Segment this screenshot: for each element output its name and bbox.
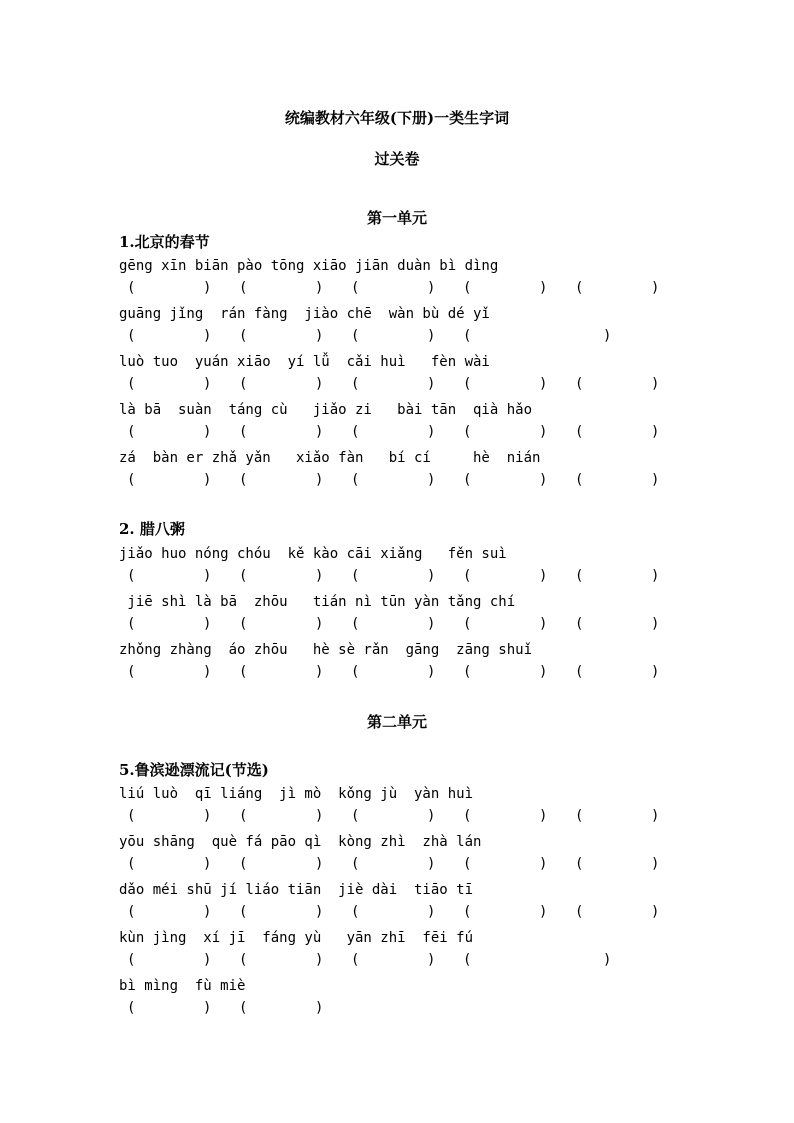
close-paren: ) <box>203 808 212 824</box>
close-paren: ) <box>539 856 548 872</box>
close-paren: ) <box>315 376 324 392</box>
pinyin-row: kùn jìng xí jī fáng yù yān zhī fēi fú <box>119 930 474 946</box>
unit-heading: 第一单元 <box>366 209 427 227</box>
pinyin-row: zhǒng zhàng áo zhōu hè sè rǎn gāng zāng shuǐ <box>119 642 533 658</box>
lesson-title: 5.鲁滨逊漂流记(节选) <box>119 761 269 779</box>
open-paren: ( <box>575 424 584 440</box>
open-paren: ( <box>575 568 584 584</box>
open-paren: ( <box>351 904 360 920</box>
open-paren: ( <box>239 856 248 872</box>
close-paren: ) <box>539 616 548 632</box>
close-paren: ) <box>203 568 212 584</box>
open-paren: ( <box>239 664 248 680</box>
open-paren: ( <box>463 328 472 344</box>
close-paren: ) <box>315 328 324 344</box>
answer-blank-row <box>0 614 794 634</box>
open-paren: ( <box>127 472 136 488</box>
pinyin-row: luò tuo yuán xiāo yí lǚ cǎi huì fèn wài <box>119 354 490 370</box>
open-paren: ( <box>239 424 248 440</box>
close-paren: ) <box>651 856 660 872</box>
pinyin-row: là bā suàn táng cù jiǎo zi bài tān qià hǎo <box>119 402 533 418</box>
close-paren: ) <box>651 376 660 392</box>
answer-blank-row <box>0 278 794 298</box>
close-paren: ) <box>539 904 548 920</box>
close-paren: ) <box>603 328 612 344</box>
answer-blank-row <box>0 902 794 922</box>
page-title: 统编教材六年级(下册)一类生字词 <box>284 109 510 127</box>
close-paren: ) <box>315 808 324 824</box>
open-paren: ( <box>239 376 248 392</box>
close-paren: ) <box>651 808 660 824</box>
pinyin-row: jiē shì là bā zhōu tián nì tūn yàn tǎng chí <box>119 594 516 610</box>
close-paren: ) <box>203 376 212 392</box>
answer-blank-row <box>0 854 794 874</box>
close-paren: ) <box>539 376 548 392</box>
close-paren: ) <box>539 664 548 680</box>
close-paren: ) <box>203 328 212 344</box>
close-paren: ) <box>651 568 660 584</box>
pinyin-row: yōu shāng què fá pāo qì kòng zhì zhà lán <box>119 834 482 850</box>
open-paren: ( <box>239 808 248 824</box>
open-paren: ( <box>127 616 136 632</box>
close-paren: ) <box>203 472 212 488</box>
close-paren: ) <box>651 616 660 632</box>
open-paren: ( <box>351 472 360 488</box>
close-paren: ) <box>203 664 212 680</box>
pinyin-row: jiǎo huo nóng chóu kě kào cāi xiǎng fěn suì <box>119 546 507 562</box>
close-paren: ) <box>651 904 660 920</box>
page-subtitle: 过关卷 <box>374 150 420 168</box>
pinyin-row: bì mìng fù miè <box>119 978 246 994</box>
close-paren: ) <box>651 664 660 680</box>
open-paren: ( <box>463 856 472 872</box>
open-paren: ( <box>239 904 248 920</box>
close-paren: ) <box>315 904 324 920</box>
open-paren: ( <box>239 328 248 344</box>
open-paren: ( <box>575 280 584 296</box>
close-paren: ) <box>315 856 324 872</box>
close-paren: ) <box>203 424 212 440</box>
close-paren: ) <box>427 568 436 584</box>
open-paren: ( <box>239 952 248 968</box>
close-paren: ) <box>427 904 436 920</box>
lesson-title: 2. 腊八粥 <box>119 520 185 538</box>
open-paren: ( <box>463 568 472 584</box>
close-paren: ) <box>427 616 436 632</box>
close-paren: ) <box>427 952 436 968</box>
close-paren: ) <box>203 904 212 920</box>
open-paren: ( <box>239 568 248 584</box>
open-paren: ( <box>463 952 472 968</box>
close-paren: ) <box>427 424 436 440</box>
open-paren: ( <box>575 472 584 488</box>
close-paren: ) <box>203 856 212 872</box>
open-paren: ( <box>463 472 472 488</box>
open-paren: ( <box>351 856 360 872</box>
answer-blank-row <box>0 422 794 442</box>
close-paren: ) <box>203 1000 212 1016</box>
open-paren: ( <box>127 664 136 680</box>
open-paren: ( <box>127 904 136 920</box>
answer-blank-row <box>0 374 794 394</box>
open-paren: ( <box>127 568 136 584</box>
open-paren: ( <box>127 376 136 392</box>
answer-blank-row <box>0 662 794 682</box>
open-paren: ( <box>127 280 136 296</box>
open-paren: ( <box>575 808 584 824</box>
close-paren: ) <box>315 1000 324 1016</box>
close-paren: ) <box>651 280 660 296</box>
open-paren: ( <box>463 904 472 920</box>
open-paren: ( <box>127 328 136 344</box>
open-paren: ( <box>351 280 360 296</box>
close-paren: ) <box>539 280 548 296</box>
close-paren: ) <box>427 808 436 824</box>
open-paren: ( <box>575 856 584 872</box>
open-paren: ( <box>463 664 472 680</box>
open-paren: ( <box>463 376 472 392</box>
close-paren: ) <box>539 808 548 824</box>
pinyin-row: dǎo méi shū jí liáo tiān jiè dài tiāo tī <box>119 882 474 898</box>
close-paren: ) <box>427 472 436 488</box>
open-paren: ( <box>127 856 136 872</box>
answer-blank-row <box>0 806 794 826</box>
close-paren: ) <box>651 472 660 488</box>
open-paren: ( <box>463 280 472 296</box>
open-paren: ( <box>239 280 248 296</box>
open-paren: ( <box>127 424 136 440</box>
open-paren: ( <box>127 808 136 824</box>
open-paren: ( <box>351 568 360 584</box>
answer-blank-row <box>0 566 794 586</box>
open-paren: ( <box>351 424 360 440</box>
close-paren: ) <box>315 472 324 488</box>
open-paren: ( <box>463 424 472 440</box>
close-paren: ) <box>539 472 548 488</box>
close-paren: ) <box>315 664 324 680</box>
lesson-title: 1.北京的春节 <box>119 233 210 251</box>
open-paren: ( <box>351 328 360 344</box>
open-paren: ( <box>127 952 136 968</box>
open-paren: ( <box>239 472 248 488</box>
close-paren: ) <box>651 424 660 440</box>
close-paren: ) <box>427 280 436 296</box>
open-paren: ( <box>575 904 584 920</box>
close-paren: ) <box>427 376 436 392</box>
close-paren: ) <box>539 568 548 584</box>
close-paren: ) <box>603 952 612 968</box>
answer-blank-row <box>0 950 794 970</box>
close-paren: ) <box>539 424 548 440</box>
pinyin-row: liú luò qī liáng jì mò kǒng jù yàn huì <box>119 786 474 802</box>
close-paren: ) <box>203 616 212 632</box>
close-paren: ) <box>427 664 436 680</box>
open-paren: ( <box>463 808 472 824</box>
open-paren: ( <box>351 616 360 632</box>
open-paren: ( <box>463 616 472 632</box>
close-paren: ) <box>427 856 436 872</box>
unit-heading: 第二单元 <box>366 713 427 731</box>
close-paren: ) <box>315 616 324 632</box>
open-paren: ( <box>575 664 584 680</box>
answer-blank-row <box>0 998 794 1018</box>
close-paren: ) <box>427 328 436 344</box>
pinyin-row: gēng xīn biān pào tōng xiāo jiān duàn bì dìng <box>119 258 499 274</box>
pinyin-row: guāng jǐng rán fàng jiào chē wàn bù dé yǐ <box>119 306 490 322</box>
close-paren: ) <box>315 424 324 440</box>
close-paren: ) <box>203 952 212 968</box>
open-paren: ( <box>351 808 360 824</box>
pinyin-row: zá bàn er zhǎ yǎn xiǎo fàn bí cí hè nián <box>119 450 541 466</box>
close-paren: ) <box>315 568 324 584</box>
open-paren: ( <box>239 1000 248 1016</box>
answer-blank-row <box>0 326 794 346</box>
open-paren: ( <box>127 1000 136 1016</box>
close-paren: ) <box>315 280 324 296</box>
close-paren: ) <box>315 952 324 968</box>
open-paren: ( <box>351 664 360 680</box>
close-paren: ) <box>203 280 212 296</box>
open-paren: ( <box>351 952 360 968</box>
open-paren: ( <box>575 376 584 392</box>
open-paren: ( <box>351 376 360 392</box>
open-paren: ( <box>575 616 584 632</box>
answer-blank-row <box>0 470 794 490</box>
open-paren: ( <box>239 616 248 632</box>
